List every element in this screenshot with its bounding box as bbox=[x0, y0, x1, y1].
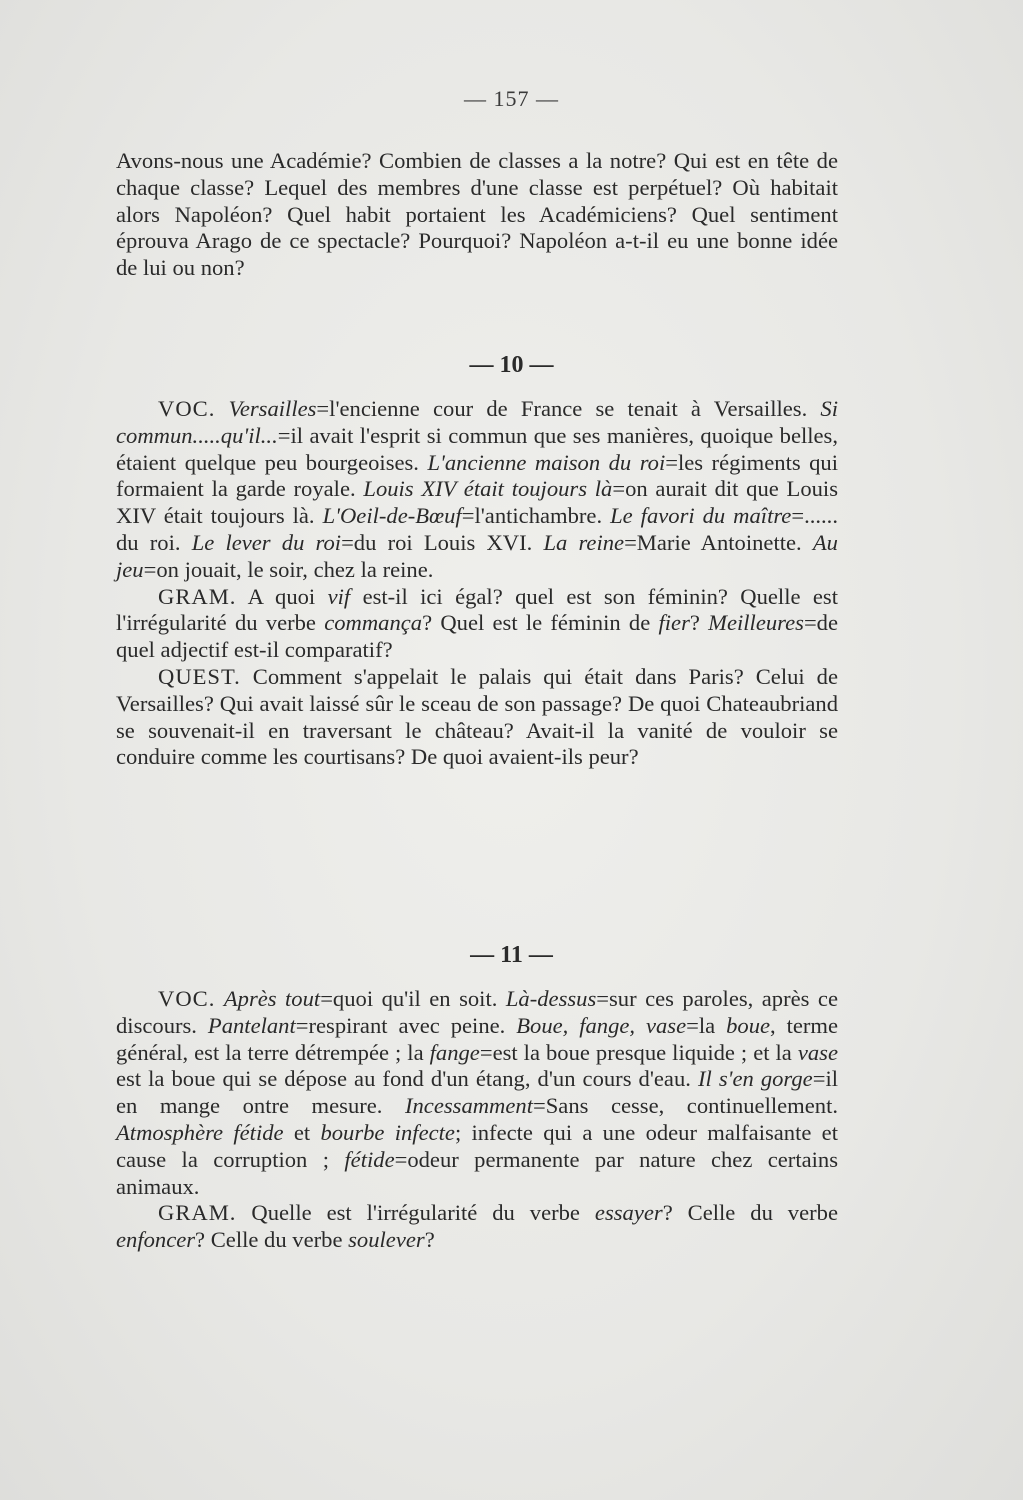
term: Pantelant bbox=[207, 1012, 296, 1038]
definition: et bbox=[293, 1119, 311, 1145]
definition: =quoi qu'il en soit. bbox=[320, 986, 498, 1011]
text-run: =de quel adjectif est-il comparatif? bbox=[116, 610, 839, 663]
term: Au jeu bbox=[116, 529, 838, 582]
definition: est la boue qui se dépose au fond d'un étang, d'un cours d'eau. bbox=[116, 1066, 691, 1092]
text-run: ? bbox=[689, 610, 700, 636]
section-10-voc-paragraph bbox=[116, 396, 838, 584]
definition: =est la boue presque liquide ; et la bbox=[479, 1039, 792, 1065]
definition: , terme général, est la terre détrempée ; la bbox=[116, 1012, 839, 1065]
term: Le lever du roi bbox=[191, 529, 342, 555]
term: Versailles bbox=[228, 396, 317, 421]
section-11-body bbox=[116, 986, 838, 1254]
term: Il s'en gorge bbox=[697, 1066, 813, 1092]
section-11-voc-paragraph bbox=[116, 986, 838, 1200]
term: L'ancienne maison du roi bbox=[427, 449, 666, 475]
text-run: ? Celle du verbe bbox=[662, 1200, 838, 1226]
definition: =respirant avec peine. bbox=[295, 1012, 506, 1038]
gram-label: GRAM. bbox=[158, 1200, 237, 1226]
quest-label: QUEST. bbox=[158, 663, 241, 689]
term: bourbe infecte bbox=[320, 1119, 455, 1145]
text-run: ? Celle du verbe bbox=[195, 1227, 343, 1253]
text-run: Comment s'appelait le palais qui était dans Paris? Celui de Versailles? Qui avait laissé sûr le sceau de son passage? De quoi Chateaubriand se souvenait-il en traversant le château? Avait-il la vanité de vouloir se conduire comme les courtisans? De quoi avaient-ils peur? bbox=[116, 663, 838, 770]
definition: =Sans cesse, continuellement. bbox=[532, 1093, 838, 1119]
intro-questions bbox=[116, 148, 838, 282]
section-11-gram-paragraph bbox=[116, 1200, 838, 1254]
definition: =il en mange ontre mesure. bbox=[116, 1066, 838, 1119]
term: vif bbox=[327, 583, 351, 609]
term: soulever bbox=[348, 1227, 425, 1253]
term: fange bbox=[429, 1039, 480, 1065]
definition: =on jouait, le soir, chez la reine. bbox=[143, 556, 434, 582]
section-10-quest-paragraph bbox=[116, 664, 838, 771]
term: boue bbox=[726, 1012, 771, 1038]
definition: ; infecte qui a une odeur malfaisante et cause la corruption ; bbox=[116, 1119, 838, 1172]
term: Si commun.....qu'il... bbox=[116, 396, 838, 448]
definition: =l'encienne cour de France se tenait à Versailles. bbox=[316, 396, 808, 421]
term: vase bbox=[797, 1039, 838, 1065]
voc-label: VOC. bbox=[158, 986, 216, 1011]
gram-label: GRAM. bbox=[158, 583, 237, 609]
text-run: ? bbox=[424, 1227, 435, 1253]
definition: =la bbox=[686, 1012, 716, 1038]
term: essayer bbox=[594, 1200, 663, 1226]
definition: =...... du roi. bbox=[116, 503, 838, 555]
definition: =Marie Antoinette. bbox=[624, 529, 802, 555]
definition: =on aurait dit que Louis XIV était toujours là. bbox=[116, 476, 838, 529]
intro-paragraph: Avons-nous une Académie? Combien de classes a la notre? Qui est en tête de chaque classe? Lequel des membres d'une classe est perpétuel? Où habitait alors Napoléon? Quel habit portaient les Académiciens? Quel sentiment éprouva Arago de ce spectacle? Pourquoi? Napoléon a-t-il eu une bonne idée de lui ou non? bbox=[116, 148, 838, 281]
page-number: — 157 — bbox=[464, 86, 559, 111]
term: enfoncer bbox=[116, 1227, 196, 1253]
term: Meilleures bbox=[708, 610, 804, 636]
term: commança bbox=[324, 610, 423, 636]
text-run: A quoi bbox=[247, 583, 316, 609]
voc-label: VOC. bbox=[158, 396, 216, 421]
term: L'Oeil-de-Bœuf bbox=[322, 503, 462, 529]
term: Boue, fange, vase bbox=[516, 1012, 687, 1038]
term: fier bbox=[658, 610, 690, 636]
definition: =odeur permanente par nature chez certains animaux. bbox=[116, 1146, 838, 1199]
text-run: est-il ici égal? quel est son féminin? Quelle est l'irrégularité du verbe bbox=[116, 583, 838, 636]
term: Atmosphère fétide bbox=[116, 1119, 284, 1145]
term: fétide bbox=[344, 1146, 395, 1172]
text-run: Quelle est l'irrégularité du verbe bbox=[251, 1200, 580, 1226]
section-10-heading: — 10 — bbox=[469, 352, 554, 378]
definition: =les régiments qui formaient la garde royale. bbox=[116, 449, 838, 502]
term: Incessamment bbox=[404, 1093, 533, 1119]
term: Après tout bbox=[223, 986, 321, 1011]
term: Louis XIV était toujours là bbox=[363, 476, 613, 502]
section-10-gram-paragraph bbox=[116, 584, 838, 664]
term: La reine bbox=[543, 529, 625, 555]
term: Là-dessus bbox=[505, 986, 597, 1011]
term: Le favori du maître bbox=[610, 503, 792, 529]
text-run: ? Quel est le féminin de bbox=[422, 610, 651, 636]
section-10-body bbox=[116, 396, 838, 771]
definition: =sur ces paroles, après ce discours. bbox=[116, 986, 838, 1038]
definition: =du roi Louis XVI. bbox=[341, 529, 533, 555]
definition: =l'antichambre. bbox=[461, 503, 603, 529]
definition: =il avait l'esprit si commun que ses manières, quoique belles, étaient quelque peu bourgeoises. bbox=[116, 422, 838, 475]
section-11-heading: — 11 — bbox=[470, 942, 553, 968]
